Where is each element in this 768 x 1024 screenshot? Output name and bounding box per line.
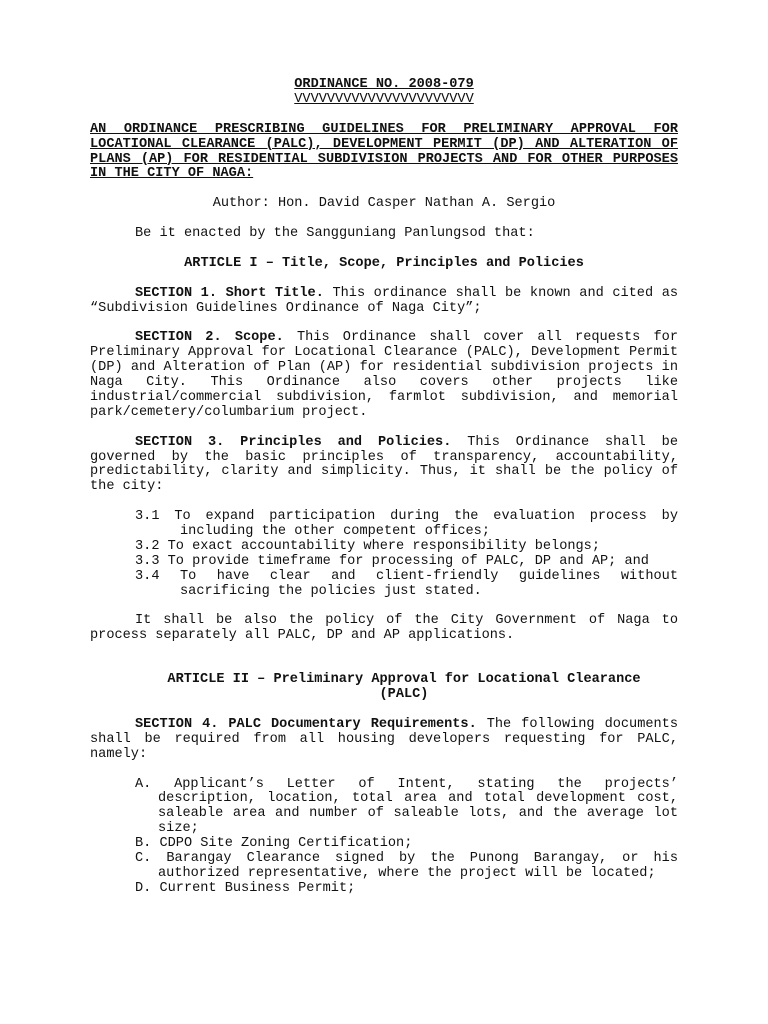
requirement-item-c: C. Barangay Clearance signed by the Punong Barangay, or his authorized representative, where the project will be located; — [135, 851, 678, 881]
requirement-item-b: B. CDPO Site Zoning Certification; — [135, 836, 413, 852]
document-page — [90, 78, 678, 897]
section-1 — [90, 287, 678, 317]
policy-item-3-1: 3.1 To expand participation during the evaluation process by including the other competent offices; — [135, 509, 678, 540]
section-4 — [90, 718, 678, 763]
section-2-text: This Ordinance shall cover all requests for Preliminary Approval for Locational Clearance (PALC), Development Permit (DP) and Alteration of Plan (AP) for residential subdivision projects in Naga City. This Ordinance also covers other projects like industrial/commercial subdivision, farmlot subdivision, and memorial park/cemetery/columbarium project. — [90, 330, 678, 420]
section-4-text: The following documents shall be required from all housing developers requesting for PALC, namely: — [90, 716, 678, 762]
section-3-heading: SECTION 3. Principles and Policies. — [135, 434, 452, 450]
article-2-heading-line2: (PALC) — [379, 687, 429, 703]
section-3-text: This Ordinance shall be governed by the basic principles of transparency, accountability, predictability, clarity and simplicity. Thus, it shall be the policy of the city: — [90, 434, 678, 495]
article-1-heading: ARTICLE I – Title, Scope, Principles and Policies — [184, 255, 584, 271]
ordinance-number: ORDINANCE NO. 2008-079 — [294, 77, 474, 92]
article-2-heading: ARTICLE II – Preliminary Approval for Locational Clearance — [167, 672, 641, 688]
policy-item-3-3: 3.3 To provide timeframe for processing of PALC, DP and AP; and — [135, 553, 649, 569]
section-1-text: This ordinance shall be known and cited as “Subdivision Guidelines Ordinance of Naga City”; — [90, 285, 679, 316]
policy-paragraph: It shall be also the policy of the City Government of Naga to process separately all PALC, DP and AP applications. — [90, 613, 678, 644]
ordinance-title: AN ORDINANCE PRESCRIBING GUIDELINES FOR PRELIMINARY APPROVAL FOR LOCATIONAL CLEARANCE (PALC), DEVELOPMENT PERMIT (DP) AND ALTERATION OF PLANS (AP) FOR RESIDENTIAL SUBDIVISION PROJECTS AND FOR OTHER PURPOSES IN THE CITY OF NAGA: — [90, 121, 678, 182]
section-3 — [90, 436, 678, 496]
requirement-item-d: D. Current Business Permit; — [135, 880, 356, 896]
requirement-item-a: A. Applicant’s Letter of Intent, stating the projects’ description, location, total area and total development cost, saleable area and number of saleable lots, and the average lot size; — [135, 776, 678, 837]
section-1-heading: SECTION 1. Short Title. — [135, 285, 324, 301]
ordinance-number-underline: VVVVVVVVVVVVVVVVVVVVVV — [294, 91, 474, 107]
section-2-heading: SECTION 2. Scope. — [135, 330, 284, 346]
policy-item-3-2: 3.2 To exact accountability where responsibility belongs; — [135, 538, 600, 554]
author-line: Author: Hon. David Casper Nathan A. Sergio — [212, 196, 556, 212]
section-2 — [90, 331, 678, 420]
policy-item-3-4: 3.4 To have clear and client-friendly guidelines without sacrificing the policies just stated. — [135, 568, 678, 599]
enacting-clause: Be it enacted by the Sangguniang Panlungsod that: — [135, 226, 535, 242]
section-4-heading: SECTION 4. PALC Documentary Requirements. — [135, 716, 477, 732]
